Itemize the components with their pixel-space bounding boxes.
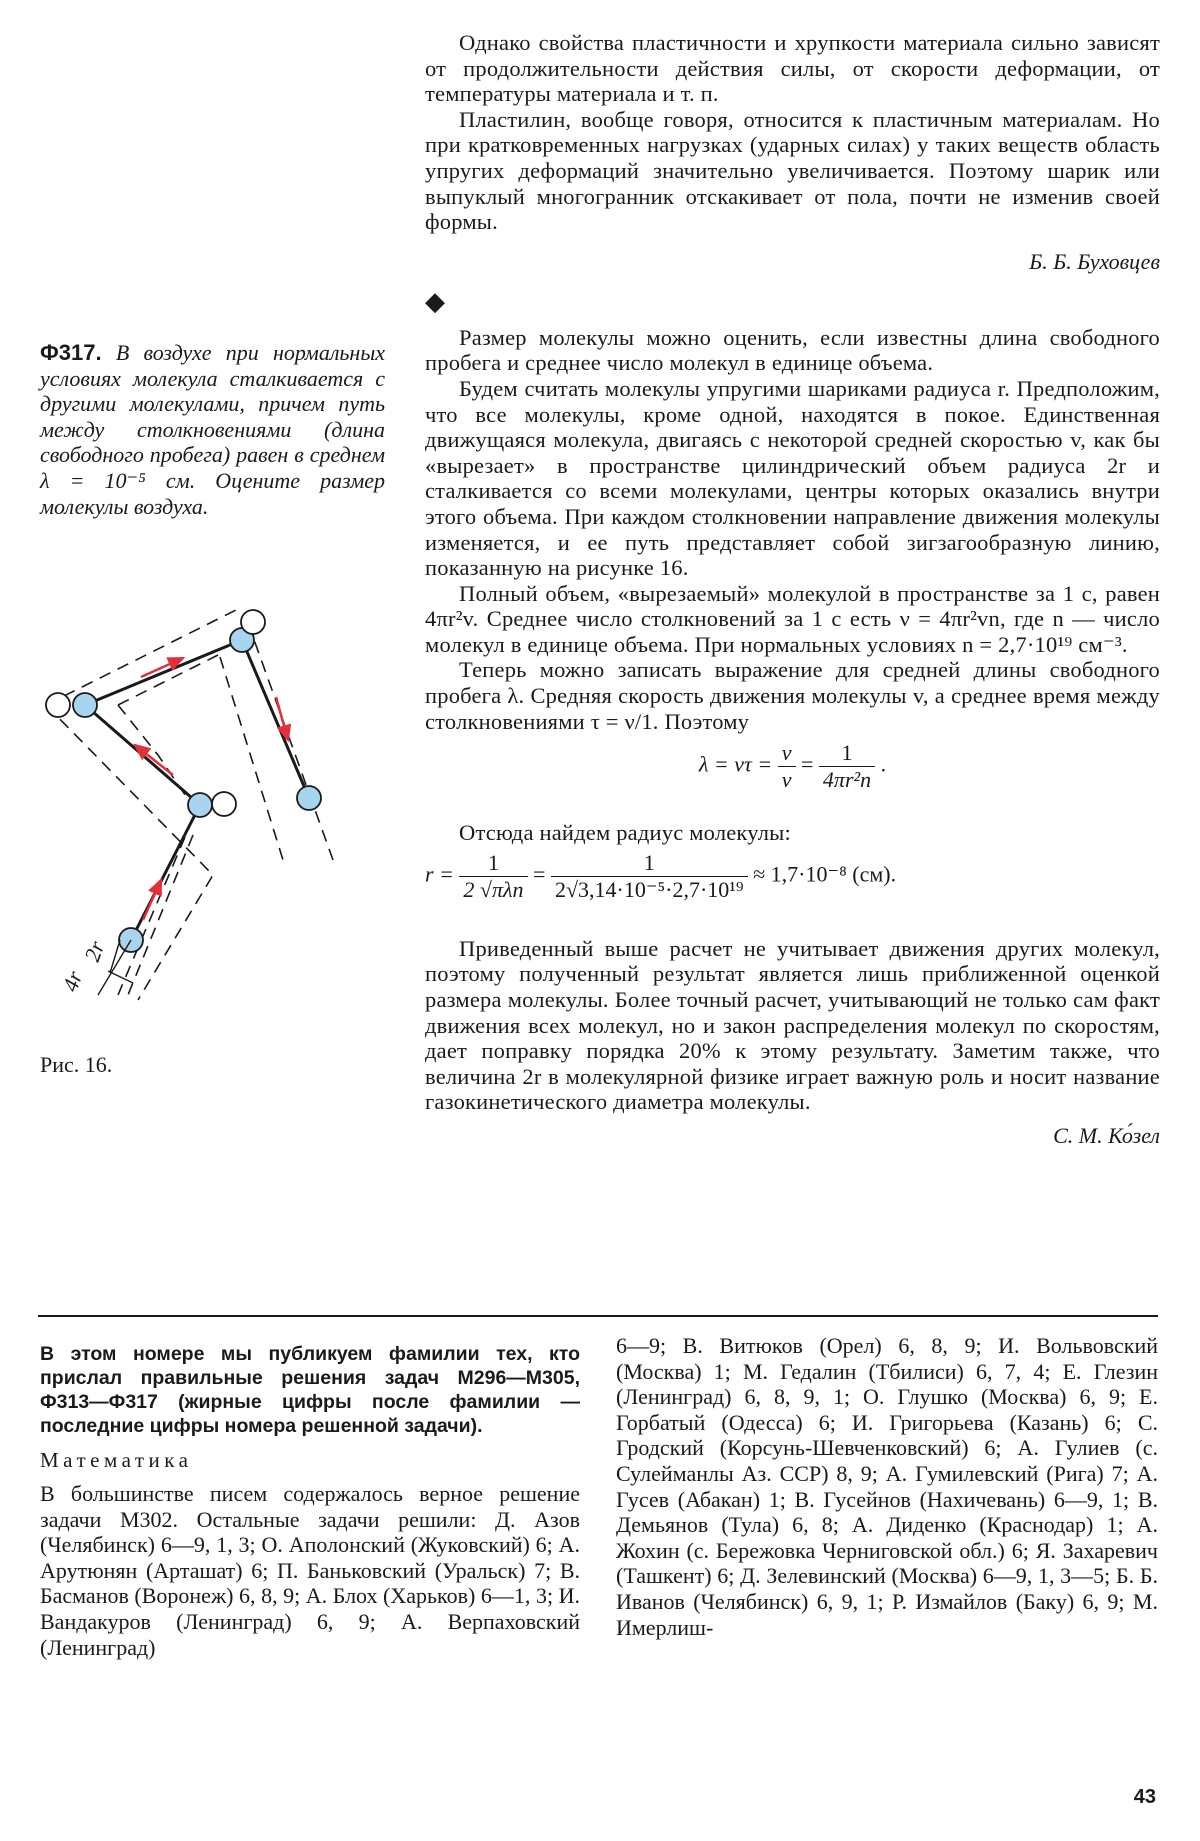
author-signature: С. М. Ко́зел xyxy=(1053,1123,1160,1148)
paragraph: Пластилин, вообще говоря, относится к пластичным материалам. Но при кратковременных нагрузках (ударных силах) у таких веществ область упругих деформаций значительно увеличивается. Поэтому шарик или выпуклый многогранник отскакивает от пола, почти не изменив своей формы. xyxy=(425,106,1160,235)
solvers-list: 6—9; В. Витюков (Орел) 6, 8, 9; И. Вольвовский (Москва) 1; М. Гедалин (Тбилиси) 6, 7, 4; Е. Глезин (Ленинград) 6, 8, 9, 1; О. Глушко (Москва) 6, 9; Е. Горбатый (Одесса) 6; И. Григорьева (Казань) 6; С. Гродский (Корсунь-Шевченковский) 6; А. Гулиев (с. Сулейманлы Аз. ССР) 8, 9; А. Гумилевский (Рига) 7; А. Гусев (Абакан) 1; В. Гусейнов (Нахичевань) 6—9, 1; В. Демьянов (Тула) 6, 8; А. Диденко (Краснодар) 1; А. Жохин (с. Бережовка Черниговской обл.) 6; Я. Захаревич (Ташкент) 6; Д. Зелевинский (Москва) 6—9, 1, 3—5; Б. Б. Иванов (Челябинск) 6, 9, 1; Р. Измайлов (Баку) 6, 9; М. Имерлиш- xyxy=(616,1333,1158,1640)
bottom-right-column xyxy=(616,1333,1158,1640)
molecule-at-rest xyxy=(241,610,265,634)
molecule-collided xyxy=(73,693,97,717)
paragraph: Приведенный выше расчет не учитывает движения других молекул, поэтому полученный результат является лишь приближенной оценкой размера молекулы. Более точный расчет, учитывающий не только сам факт движения всех молекул, но и закон распределения молекул по скоростям, дает поправку порядка 20% к этому результату. Заметим также, что величина 2r в молекулярной физике играет важную роль и носит название газокинетического диаметра молекулы. xyxy=(425,935,1160,1115)
solvers-intro: В этом номере мы публикуем фамилии тех, кто прислал правильные решения задач М296—М305, Ф313—Ф317 (жирные цифры после фамилии — последние цифры номера решенной задачи). xyxy=(40,1343,580,1437)
paragraph: Размер молекулы можно оценить, если известны длина свободного пробега и среднее число молекул в единице объема. xyxy=(425,324,1160,376)
molecule-collided xyxy=(188,793,212,817)
direction-arrow xyxy=(135,745,173,775)
section-divider: ◆ xyxy=(425,286,445,316)
right-column xyxy=(425,30,1160,1149)
problem-text: В воздухе при нормальных условиях молекула сталкивается с другими молекулами, причем путь между столкновениями (длина свободного пробега) равен в среднем λ = 10⁻⁵ см. Оцените размер молекулы воздуха. xyxy=(40,340,385,519)
section-heading: Математика xyxy=(40,1448,193,1472)
label-2r: 2r xyxy=(79,937,110,965)
molecule-collided xyxy=(297,786,321,810)
cylinder-boundary xyxy=(248,623,333,860)
paragraph: Будем считать молекулы упругими шариками радиуса r. Предположим, что все молекулы, кроме одной, находятся в покое. Единственная движущаяся молекула, двигаясь с некоторой средней скоростью v, как бы «вырезает» в пространстве цилиндрический объем радиуса 2r и сталкивается со всеми молекулами, центры которых оказались внутри этого объема. При каждом столкновении направление движения молекулы изменяется, и ее путь представляет собой зигзагообразную линию, показанную на рисунке 16. xyxy=(425,375,1160,581)
figure-caption: Рис. 16. xyxy=(40,1052,113,1077)
label-4r: 4r xyxy=(57,967,88,995)
paragraph: Теперь можно записать выражение для средней длины свободного пробега λ. Средняя скорость движения молекулы v, а среднее время между столкновениями τ = ν/1. Поэтому xyxy=(425,657,1160,734)
formula-lambda: λ = vτ = $\frac{v}{\nu}$ = $\frac{1}{\text{4πr²n}}$ . xyxy=(698,740,887,793)
problem-id: Ф317. xyxy=(40,340,102,365)
author-signature: Б. Б. Буховцев xyxy=(1029,248,1160,274)
molecule-path xyxy=(85,640,309,940)
paragraph: Однако свойства пластичности и хрупкости материала сильно зависят от продолжительности действия силы, от скорости деформации, от температуры материала и т. п. xyxy=(425,30,1160,107)
cylinder-boundary xyxy=(220,657,283,860)
cylinder-inner-boundary xyxy=(118,655,218,705)
molecule-at-rest xyxy=(212,792,236,816)
paragraph: Отсюда найдем радиус молекулы: xyxy=(459,820,791,846)
molecule-at-rest xyxy=(46,693,70,717)
figure-16 xyxy=(38,595,378,1015)
divider-line xyxy=(38,1315,1158,1317)
cylinder-boundary xyxy=(128,835,193,995)
cylinder-outer-boundary xyxy=(46,705,213,1000)
formula-radius: r = $\frac{1}{\text{2 √πλn}}$ = $\frac{1}{\text{2√3,14·10⁻⁵·2,7·10¹⁹}}$ ≈ 1,7·10⁻⁸ (см). xyxy=(425,849,897,902)
paragraph: Полный объем, «вырезаемый» молекулой в пространстве за 1 с, равен 4πr²v. Среднее число столкновений за 1 с есть ν = 4πr²vn, где n — число молекул в единице объема. При нормальных условиях n = 2,7·10¹⁹ см⁻³. xyxy=(425,580,1160,657)
page-number: 43 xyxy=(1133,1786,1156,1808)
problem-statement xyxy=(40,340,385,519)
bottom-left-column xyxy=(40,1342,580,1660)
solvers-list: В большинстве писем содержалось верное решение задачи М302. Остальные задачи решили: Д. Азов (Челябинск) 6—9, 1, 3; О. Аполонский (Жуковский) 6; А. Арутюнян (Арташат) 6; П. Баньковский (Уральск) 7; В. Басманов (Воронеж) 6, 8, 9; А. Блох (Харьков) 6—1, 3; И. Вандакуров (Ленинград) 6, 9; А. Верпаховский (Ленинград) xyxy=(40,1481,580,1660)
cylinder-outer-boundary xyxy=(46,609,238,705)
